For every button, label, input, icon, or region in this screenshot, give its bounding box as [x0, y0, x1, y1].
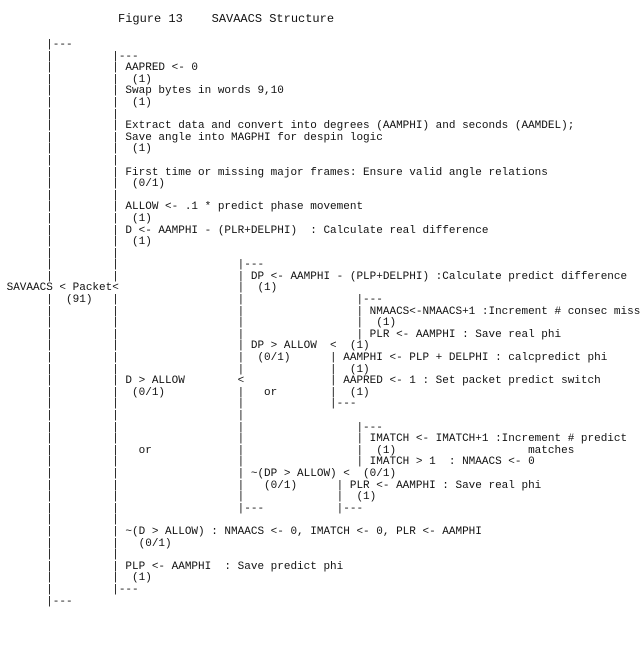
diagram-line: | | ~(D > ALLOW) : NMAACS <- 0, IMATCH <- 0, PLR <- AAMPHI — [0, 525, 482, 538]
diagram-line: | | Extract data and convert into degrees (AAMPHI) and seconds (AAMDEL); — [0, 120, 575, 133]
diagram-line: | | (1) — [0, 96, 152, 109]
diagram-line: | | AAPRED <- 0 — [0, 62, 199, 75]
diagram-line: |--- — [0, 595, 73, 608]
diagram-line: | | D > ALLOW < | AAPRED <- 1 : Set packet predict switch — [0, 375, 601, 388]
diagram-line: | (91) | | |--- — [0, 294, 383, 307]
diagram-line: | |--- — [0, 50, 139, 63]
diagram-line: | | (1) — [0, 236, 152, 249]
diagram-line: | | D <- AAMPHI - (PLR+DELPHI) : Calculate real difference — [0, 224, 489, 237]
diagram-line: | | (0/1) — [0, 537, 172, 550]
diagram-line: | | — [0, 247, 119, 260]
diagram-line: | | | | (1) — [0, 317, 397, 330]
diagram-line: | | — [0, 549, 119, 562]
diagram-line: | | | — [0, 410, 245, 422]
diagram-line: | | Save angle into MAGPHI for despin logic — [0, 131, 383, 144]
diagram-line: | | (1) — [0, 73, 152, 86]
diagram-line: | | (1) — [0, 212, 152, 225]
diagram-line: | | (1) — [0, 572, 152, 585]
diagram-line: | | | |--- — [0, 421, 383, 434]
diagram-line: | | (0/1) — [0, 178, 166, 191]
diagram-line: | | | (0/1) | PLR <- AAMPHI : Save real phi — [0, 479, 542, 492]
diagram-line: | | | ~(DP > ALLOW) < (0/1) — [0, 467, 397, 480]
diagram-line: | | Swap bytes in words 9,10 — [0, 85, 284, 98]
diagram-line: | | (0/1) | or | (1) — [0, 386, 370, 399]
diagram-line: | | | DP > ALLOW < (1) — [0, 340, 370, 353]
diagram-line: | | — [0, 514, 119, 527]
structure-diagram — [0, 40, 640, 608]
diagram-line: | | | | NMAACS<-NMAACS+1 :Increment # consec miss — [0, 305, 640, 318]
diagram-line: | | or | | (1) matches — [0, 444, 575, 457]
diagram-line: | | PLP <- AAMPHI : Save predict phi — [0, 560, 344, 573]
diagram-line: | | |--- — [0, 259, 265, 272]
diagram-line: | | — [0, 108, 119, 121]
diagram-line: | | |--- |--- — [0, 502, 364, 515]
diagram-line: | |--- — [0, 583, 139, 596]
diagram-line: | | | | (1) — [0, 491, 377, 504]
figure-title: Figure 13 SAVAACS Structure — [118, 12, 335, 26]
diagram-line: | | — [0, 189, 119, 202]
diagram-line: | | | | IMATCH > 1 : NMAACS <- 0 — [0, 456, 535, 469]
diagram-line: |--- — [0, 39, 73, 51]
diagram-line: SAVAACS < Packet< | (1) — [0, 282, 278, 295]
diagram-line: | | | |--- — [0, 398, 357, 411]
diagram-line: | | | | PLR <- AAMPHI : Save real phi — [0, 328, 562, 341]
diagram-line: | | | | IMATCH <- IMATCH+1 :Increment # predict — [0, 433, 628, 446]
diagram-line: | | | DP <- AAMPHI - (PLP+DELPHI) :Calculate predict difference — [0, 270, 628, 283]
diagram-line: | | ALLOW <- .1 * predict phase movement — [0, 201, 364, 214]
diagram-line: | | | (0/1) | AAMPHI <- PLP + DELPHI : calcpredict phi — [0, 352, 608, 365]
diagram-line: | | First time or missing major frames: Ensure valid angle relations — [0, 166, 548, 179]
diagram-line: | | (1) — [0, 143, 152, 156]
diagram-line: | | — [0, 154, 119, 167]
diagram-line: | | | | (1) — [0, 363, 370, 376]
